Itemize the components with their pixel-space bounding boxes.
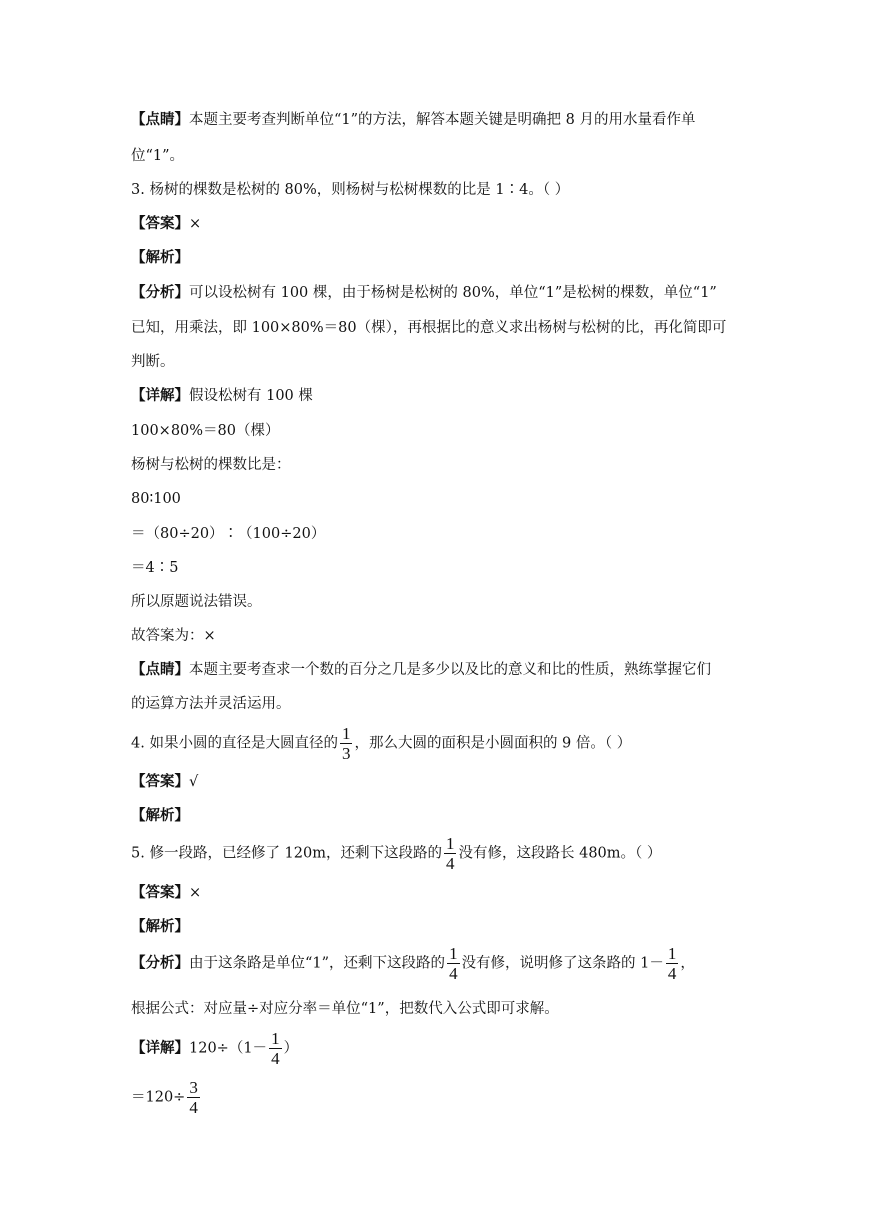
text: 由于这条路是单位“1”，还剩下这段路的 [189,955,446,972]
text-line [131,489,181,509]
text: 位“1”。 [131,148,185,164]
detail-line [131,386,313,406]
text: 没有修，说明修了这条路的 1－ [461,955,664,972]
question-3 [131,180,569,200]
text-line [131,626,216,646]
denominator: 4 [189,1098,198,1117]
denominator: 3 [341,744,351,763]
denominator: 4 [449,964,458,983]
text: 判断。 [131,354,175,370]
question-4 [131,724,631,763]
text: 本题主要考查判断单位“1”的方法，解答本题关键是明确把 8 月的用水量看作单 [189,112,696,128]
text: 100×80%＝80（棵） [131,423,280,439]
text: √ [189,774,199,790]
text: 4. 如果小圆的直径是大圆直径的 [131,735,338,752]
section-label: 【答案】 [131,773,189,790]
fraction [187,1078,200,1117]
section-label: 【分析】 [131,284,189,301]
text: 可以设松树有 100 棵，由于杨树是松树的 80%，单位“1”是松树的棵数，单位“1” [189,285,717,301]
analysis-line [131,283,717,303]
text: 杨树与松树的棵数比是： [131,457,291,473]
detail-line [131,1029,298,1068]
denominator: 4 [271,1049,280,1068]
text: 5. 修一段路，已经修了 120m，还剩下这段路的 [131,845,442,862]
analysis-heading [131,248,189,268]
question-5 [131,834,661,873]
numerator: 1 [341,724,351,743]
text: 根据公式：对应量÷对应分率＝单位“1”，把数代入公式即可求解。 [131,1001,559,1017]
fraction [269,1029,282,1068]
text: 80∶100 [131,491,181,507]
text: 没有修，这段路长 480m。（ ） [458,845,662,862]
text: ， [680,955,695,972]
numerator: 3 [189,1078,198,1097]
text-line [131,694,291,714]
section-label: 【详解】 [131,387,189,404]
numerator: 1 [667,944,677,963]
analysis-line [131,944,695,983]
section-label: 【解析】 [131,249,189,266]
section-label: 【解析】 [131,918,189,935]
text-line [131,524,325,544]
fraction [444,834,457,873]
text: 的运算方法并灵活运用。 [131,696,291,712]
section-label: 【点睛】 [131,661,189,678]
section-label: 【分析】 [131,954,189,972]
section-label: 【答案】 [131,215,189,232]
text-line [131,592,262,612]
text-line [131,455,291,475]
section-label: 【点睛】 [131,111,189,128]
fraction [340,724,353,763]
numerator: 1 [445,834,455,853]
text: ＝（80÷20）∶（100÷20） [131,526,326,542]
numerator: 1 [271,1029,280,1048]
text: 假设松树有 100 棵 [189,388,313,404]
answer-line [131,883,201,903]
text: ，那么大圆的面积是小圆面积的 9 倍。（ ） [354,735,632,752]
note-line [131,660,711,680]
text-line [131,421,280,441]
text-line [131,318,726,338]
section-label: 【详解】 [131,1039,189,1057]
text: 已知，用乘法，即 100×80%＝80（棵），再根据比的意义求出杨树与松树的比，再化简即可 [131,320,727,336]
text: × [189,885,202,901]
text: 3. 杨树的棵数是松树的 80%，则杨树与松树棵数的比是 1∶4。（ ） [131,182,570,198]
text-line [131,1078,202,1117]
analysis-heading [131,806,189,826]
text-line [131,352,175,372]
text: 故答案为：× [131,628,216,644]
fraction [666,944,679,983]
numerator: 1 [449,944,458,963]
text-line [131,558,178,578]
text: ） [283,1040,299,1057]
text: 所以原题说法错误。 [131,594,262,610]
denominator: 4 [445,854,455,873]
text: ＝4∶5 [131,560,179,576]
denominator: 4 [667,964,677,983]
text: ＝120÷ [131,1089,186,1106]
text-line [131,999,559,1019]
text: 120÷（1－ [189,1040,268,1057]
answer-line [131,772,198,792]
analysis-heading [131,917,189,937]
section-label: 【答案】 [131,884,189,901]
section-label: 【解析】 [131,807,189,824]
fraction [447,944,460,983]
answer-line [131,214,201,234]
text: × [189,216,202,232]
text: 本题主要考查求一个数的百分之几是多少以及比的意义和比的性质，熟练掌握它们 [189,662,711,678]
note-line [131,110,696,130]
text-line [131,146,184,166]
